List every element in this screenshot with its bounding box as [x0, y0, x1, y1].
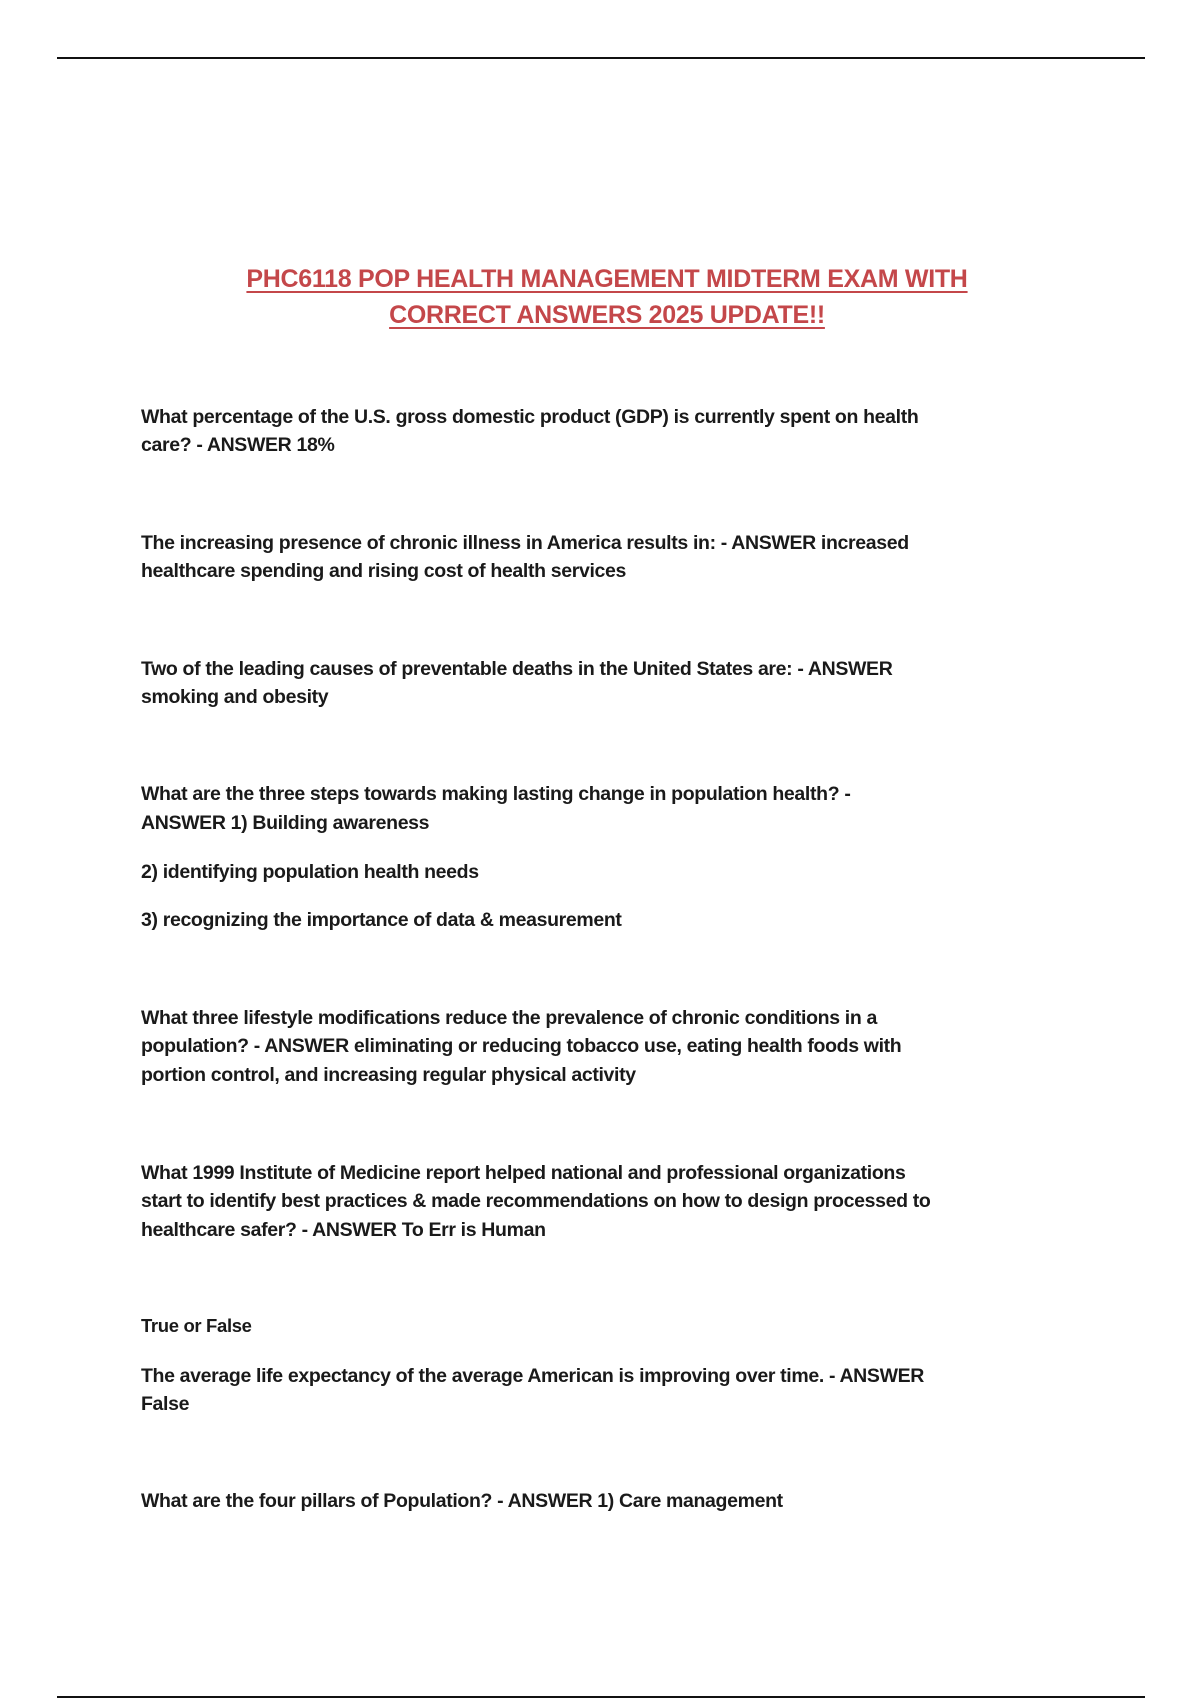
question-7-line-2: False — [141, 1393, 190, 1415]
question-7-line-1: The average life expectancy of the average American is improving over time. - ANSWER — [141, 1365, 925, 1387]
document-title-line-1: PHC6118 POP HEALTH MANAGEMENT MIDTERM EXAM WITH — [246, 265, 968, 293]
question-7-label: True or False — [141, 1315, 252, 1336]
bottom-rule — [57, 1696, 1145, 1698]
question-2-line-2: healthcare spending and rising cost of health services — [141, 560, 626, 582]
question-5-line-1: What three lifestyle modifications reduce the prevalence of chronic conditions in a — [141, 1007, 877, 1029]
question-3-line-1: Two of the leading causes of preventable deaths in the United States are: - ANSWER — [141, 658, 893, 680]
question-4-line-3: 2) identifying population health needs — [141, 861, 479, 883]
question-6-line-2: start to identify best practices & made recommendations on how to design processed to — [141, 1190, 931, 1212]
question-6-line-1: What 1999 Institute of Medicine report helped national and professional organizations — [141, 1162, 906, 1184]
document-title-line-2: CORRECT ANSWERS 2025 UPDATE!! — [389, 301, 825, 329]
question-4-line-1: What are the three steps towards making lasting change in population health? - — [141, 783, 851, 805]
question-1-line-2: care? - ANSWER 18% — [141, 434, 335, 456]
question-3-line-2: smoking and obesity — [141, 686, 329, 708]
question-2-line-1: The increasing presence of chronic illness in America results in: - ANSWER increased — [141, 532, 909, 554]
question-5-line-3: portion control, and increasing regular physical activity — [141, 1064, 636, 1086]
top-rule — [57, 57, 1145, 59]
question-1-line-1: What percentage of the U.S. gross domestic product (GDP) is currently spent on health — [141, 406, 919, 428]
question-6-line-3: healthcare safer? - ANSWER To Err is Human — [141, 1219, 546, 1241]
question-5-line-2: population? - ANSWER eliminating or reducing tobacco use, eating health foods with — [141, 1035, 902, 1057]
question-4-line-4: 3) recognizing the importance of data & measurement — [141, 909, 622, 931]
question-8-line-1: What are the four pillars of Population? - ANSWER 1) Care management — [141, 1490, 783, 1512]
question-4-line-2: ANSWER 1) Building awareness — [141, 812, 430, 834]
